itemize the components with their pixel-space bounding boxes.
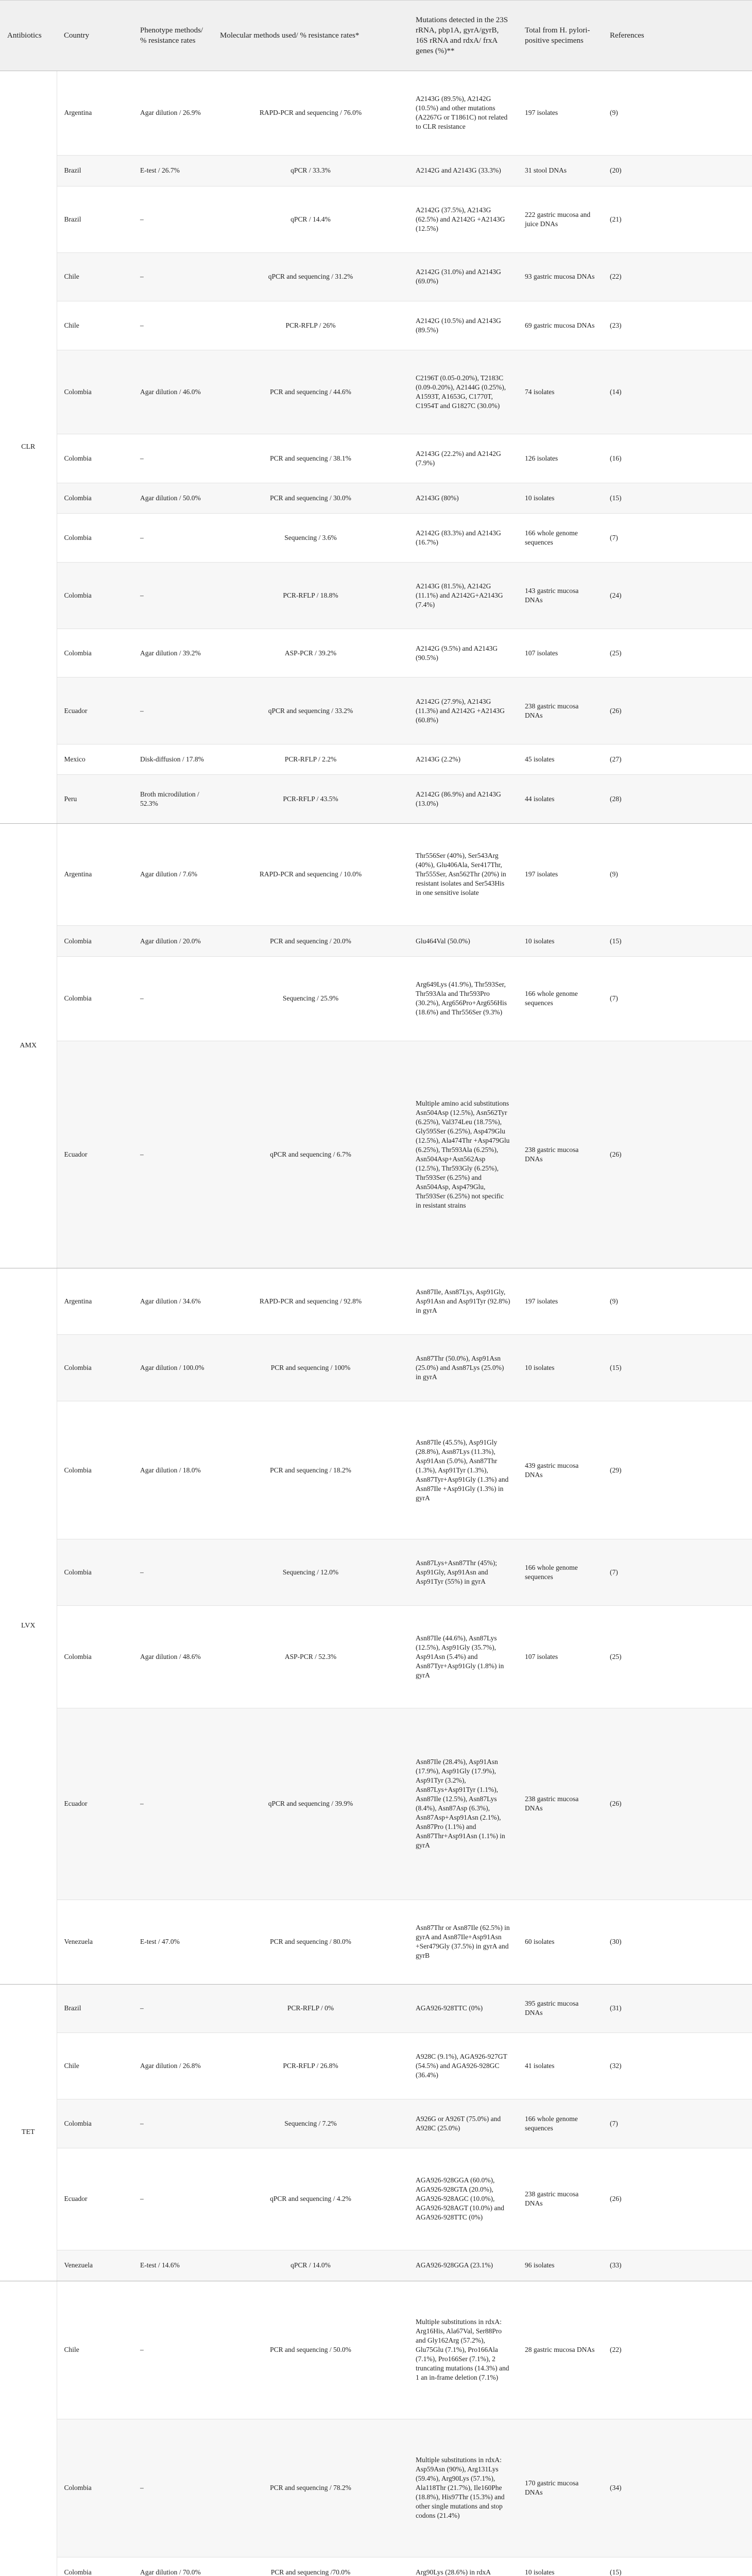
cell-phenotype: – [133, 1041, 213, 1268]
cell-mutations: Asn87Ile (28.4%), Asp91Asn (17.9%), Asp91Gly (17.9%), Asp91Tyr (3.2%), Asn87Lys+Asp91Tyr (1.1%), Asn87Ile (12.5%), Asn87Lys (8.4%), Asn87Asp (6.3%), Asn87Asp+Asp91Asn (2.1%), Asn87Pro (1.1%) and Asn87Thr+Asp91Asn (1.1%) in gyrA [408, 1708, 518, 1900]
cell-reference: (33) [603, 2250, 752, 2281]
cell-phenotype: – [133, 677, 213, 744]
table-row [0, 155, 752, 186]
cell-mutations: A2143G (89.5%), A2142G (10.5%) and other mutations (A2267G or T1861C) not related to CLR resistance [408, 71, 518, 156]
cell-country: Colombia [57, 926, 133, 957]
cell-phenotype: Agar dilution / 34.6% [133, 1268, 213, 1335]
cell-mutations: A2142G (27.9%), A2143G (11.3%) and A2142G +A2143G (60.8%) [408, 677, 518, 744]
cell-mutations: AGA926-928GGA (60.0%), AGA926-928GTA (20.0%), AGA926-928AGC (10.0%), AGA926-928AGT (10.0%) and AGA926-928TTC (0%) [408, 2148, 518, 2250]
cell-antibiotic: CLR [0, 71, 57, 824]
cell-total: 45 isolates [518, 744, 603, 775]
cell-molecular: Sequencing / 25.9% [213, 956, 408, 1041]
cell-reference: (32) [603, 2033, 752, 2099]
cell-reference: (22) [603, 2281, 752, 2419]
cell-country: Colombia [57, 2557, 133, 2576]
table-row [0, 744, 752, 775]
cell-phenotype: Agar dilution / 48.6% [133, 1606, 213, 1708]
cell-reference: (26) [603, 1708, 752, 1900]
cell-phenotype: – [133, 956, 213, 1041]
table-row [0, 1041, 752, 1268]
cell-reference: (7) [603, 2099, 752, 2148]
cell-phenotype: – [133, 2419, 213, 2557]
cell-country: Ecuador [57, 1708, 133, 1900]
cell-reference: (7) [603, 1539, 752, 1606]
cell-reference: (9) [603, 823, 752, 926]
cell-reference: (22) [603, 252, 752, 301]
cell-country: Colombia [57, 1539, 133, 1606]
cell-country: Colombia [57, 483, 133, 514]
cell-molecular: PCR and sequencing / 20.0% [213, 926, 408, 957]
cell-reference: (15) [603, 2557, 752, 2576]
cell-reference: (9) [603, 71, 752, 156]
cell-reference: (24) [603, 562, 752, 629]
cell-mutations: C2196T (0.05-0.20%), T2183C (0.09-0.20%), A2144G (0.25%), A1593T, A1653G, C1770T, C1954T and G1827C (30.0%) [408, 350, 518, 434]
cell-phenotype: Agar dilution / 100.0% [133, 1335, 213, 1401]
table-row [0, 677, 752, 744]
cell-molecular: qPCR and sequencing / 39.9% [213, 1708, 408, 1900]
cell-molecular: qPCR / 33.3% [213, 155, 408, 186]
cell-mutations: AGA926-928GGA (23.1%) [408, 2250, 518, 2281]
cell-antibiotic: AMX [0, 823, 57, 1268]
cell-mutations: Asn87Ile (44.6%), Asn87Lys (12.5%), Asp91Gly (35.7%), Asp91Asn (5.4%) and Asn87Tyr+Asp91Gly (1.8%) in gyrA [408, 1606, 518, 1708]
cell-total: 96 isolates [518, 2250, 603, 2281]
cell-phenotype: – [133, 2099, 213, 2148]
cell-mutations: A2142G and A2143G (33.3%) [408, 155, 518, 186]
cell-phenotype: – [133, 562, 213, 629]
header-total: Total from H. pylori-positive specimens [518, 1, 603, 71]
table-row [0, 1539, 752, 1606]
cell-mutations: AGA926-928TTC (0%) [408, 1984, 518, 2032]
cell-total: 170 gastric mucosa DNAs [518, 2419, 603, 2557]
cell-molecular: RAPD-PCR and sequencing / 92.8% [213, 1268, 408, 1335]
cell-reference: (27) [603, 744, 752, 775]
cell-total: 166 whole genome sequences [518, 1539, 603, 1606]
cell-total: 238 gastric mucosa DNAs [518, 677, 603, 744]
table-row [0, 956, 752, 1041]
cell-country: Brazil [57, 186, 133, 252]
table-row [0, 2419, 752, 2557]
cell-molecular: PCR and sequencing / 38.1% [213, 434, 408, 483]
table-row [0, 514, 752, 562]
cell-reference: (20) [603, 155, 752, 186]
cell-phenotype: Agar dilution / 18.0% [133, 1401, 213, 1539]
cell-total: 238 gastric mucosa DNAs [518, 2148, 603, 2250]
cell-reference: (16) [603, 434, 752, 483]
cell-total: 69 gastric mucosa DNAs [518, 301, 603, 350]
cell-mutations: Asn87Ile (45.5%), Asp91Gly (28.8%), Asn87Lys (11.3%), Asp91Asn (5.0%), Asn87Thr (1.3%), Asp91Tyr (1.3%), Asn87Tyr+Asp91Gly (1.3%) and Asn87Ile +Asp91Gly (1.3%) in gyrA [408, 1401, 518, 1539]
cell-antibiotic: LVX [0, 1268, 57, 1985]
cell-mutations: A2142G (10.5%) and A2143G (89.5%) [408, 301, 518, 350]
cell-phenotype: – [133, 1539, 213, 1606]
cell-molecular: Sequencing / 3.6% [213, 514, 408, 562]
cell-reference: (15) [603, 483, 752, 514]
cell-total: 197 isolates [518, 1268, 603, 1335]
header-mutations: Mutations detected in the 23S rRNA, pbp1A, gyrA/gyrB, 16S rRNA and rdxA/ frxA genes (%)** [408, 1, 518, 71]
cell-molecular: ASP-PCR / 52.3% [213, 1606, 408, 1708]
table-row [0, 350, 752, 434]
cell-phenotype: – [133, 1708, 213, 1900]
header-antibiotics: Antibiotics [0, 1, 57, 71]
cell-phenotype: Broth microdilution / 52.3% [133, 775, 213, 823]
cell-molecular: Sequencing / 7.2% [213, 2099, 408, 2148]
cell-country: Mexico [57, 744, 133, 775]
cell-phenotype: Disk-diffusion / 17.8% [133, 744, 213, 775]
cell-molecular: PCR-RFLP / 0% [213, 1984, 408, 2032]
cell-total: 166 whole genome sequences [518, 514, 603, 562]
table-header [0, 1, 752, 71]
cell-country: Ecuador [57, 677, 133, 744]
cell-molecular: qPCR and sequencing / 4.2% [213, 2148, 408, 2250]
cell-phenotype: Agar dilution / 26.9% [133, 71, 213, 156]
cell-total: 10 isolates [518, 1335, 603, 1401]
table-row [0, 2033, 752, 2099]
cell-reference: (9) [603, 1268, 752, 1335]
cell-country: Colombia [57, 1606, 133, 1708]
cell-country: Brazil [57, 1984, 133, 2032]
table-row [0, 562, 752, 629]
cell-total: 10 isolates [518, 483, 603, 514]
cell-country: Colombia [57, 350, 133, 434]
cell-total: 238 gastric mucosa DNAs [518, 1041, 603, 1268]
cell-phenotype: Agar dilution / 26.8% [133, 2033, 213, 2099]
cell-molecular: qPCR / 14.4% [213, 186, 408, 252]
table-row [0, 823, 752, 926]
cell-phenotype: – [133, 434, 213, 483]
table-body [0, 71, 752, 2576]
table-row [0, 252, 752, 301]
cell-mutations: Multiple substitutions in rdxA: Asp59Asn (90%), Arg131Lys (59.4%), Arg90Lys (57.1%), Ala118Thr (21.7%), Ile160Phe (18.8%), His97Thr (15.3%) and other single mutations and stop codons (21.4%) [408, 2419, 518, 2557]
header-row [0, 1, 752, 71]
cell-total: 10 isolates [518, 926, 603, 957]
cell-mutations: A2143G (80%) [408, 483, 518, 514]
cell-mutations: A926G or A926T (75.0%) and A928C (25.0%) [408, 2099, 518, 2148]
cell-mutations: A2143G (81.5%), A2142G (11.1%) and A2142G+A2143G (7.4%) [408, 562, 518, 629]
cell-country: Chile [57, 2033, 133, 2099]
cell-phenotype: – [133, 2281, 213, 2419]
table-row [0, 71, 752, 156]
header-molecular: Molecular methods used/ % resistance rates* [213, 1, 408, 71]
cell-total: 222 gastric mucosa and juice DNAs [518, 186, 603, 252]
cell-country: Colombia [57, 956, 133, 1041]
cell-total: 126 isolates [518, 434, 603, 483]
cell-molecular: PCR and sequencing / 80.0% [213, 1900, 408, 1984]
cell-reference: (7) [603, 514, 752, 562]
cell-reference: (15) [603, 1335, 752, 1401]
table-row [0, 301, 752, 350]
table-row [0, 1335, 752, 1401]
table-row [0, 1606, 752, 1708]
cell-country: Colombia [57, 629, 133, 677]
cell-molecular: PCR-RFLP / 26% [213, 301, 408, 350]
cell-total: 10 isolates [518, 2557, 603, 2576]
cell-total: 31 stool DNAs [518, 155, 603, 186]
cell-mutations: Asn87Thr (50.0%), Asp91Asn (25.0%) and Asn87Lys (25.0%) in gyrA [408, 1335, 518, 1401]
cell-total: 197 isolates [518, 823, 603, 926]
cell-total: 44 isolates [518, 775, 603, 823]
cell-total: 60 isolates [518, 1900, 603, 1984]
cell-molecular: PCR and sequencing / 50.0% [213, 2281, 408, 2419]
cell-antibiotic [0, 2281, 57, 2576]
cell-country: Argentina [57, 823, 133, 926]
cell-reference: (25) [603, 629, 752, 677]
cell-reference: (31) [603, 1984, 752, 2032]
table-row [0, 2099, 752, 2148]
cell-molecular: PCR-RFLP / 43.5% [213, 775, 408, 823]
cell-country: Chile [57, 2281, 133, 2419]
cell-total: 395 gastric mucosa DNAs [518, 1984, 603, 2032]
cell-total: 74 isolates [518, 350, 603, 434]
cell-reference: (29) [603, 1401, 752, 1539]
cell-mutations: A2142G (9.5%) and A2143G (90.5%) [408, 629, 518, 677]
cell-phenotype: – [133, 1984, 213, 2032]
cell-phenotype: – [133, 514, 213, 562]
cell-molecular: qPCR and sequencing / 31.2% [213, 252, 408, 301]
table-row [0, 483, 752, 514]
cell-total: 166 whole genome sequences [518, 956, 603, 1041]
cell-antibiotic: TET [0, 1984, 57, 2281]
cell-phenotype: – [133, 252, 213, 301]
cell-country: Chile [57, 252, 133, 301]
cell-molecular: Sequencing / 12.0% [213, 1539, 408, 1606]
cell-country: Ecuador [57, 1041, 133, 1268]
cell-total: 238 gastric mucosa DNAs [518, 1708, 603, 1900]
table-row [0, 1984, 752, 2032]
cell-phenotype: Agar dilution / 7.6% [133, 823, 213, 926]
cell-mutations: A2142G (37.5%), A2143G (62.5%) and A2142G +A2143G (12.5%) [408, 186, 518, 252]
cell-phenotype: Agar dilution / 39.2% [133, 629, 213, 677]
table-row [0, 775, 752, 823]
table-row [0, 186, 752, 252]
cell-country: Chile [57, 301, 133, 350]
cell-molecular: qPCR and sequencing / 33.2% [213, 677, 408, 744]
cell-molecular: PCR and sequencing / 100% [213, 1335, 408, 1401]
cell-molecular: PCR and sequencing /70.0% [213, 2557, 408, 2576]
cell-mutations: Asn87Lys+Asn87Thr (45%); Asp91Gly, Asp91Asn and Asp91Tyr (55%) in gyrA [408, 1539, 518, 1606]
cell-molecular: ASP-PCR / 39.2% [213, 629, 408, 677]
cell-phenotype: Agar dilution / 20.0% [133, 926, 213, 957]
cell-mutations: A2142G (83.3%) and A2143G (16.7%) [408, 514, 518, 562]
cell-phenotype: Agar dilution / 50.0% [133, 483, 213, 514]
cell-country: Peru [57, 775, 133, 823]
table-row [0, 434, 752, 483]
cell-country: Colombia [57, 562, 133, 629]
cell-mutations: A2142G (86.9%) and A2143G (13.0%) [408, 775, 518, 823]
cell-country: Brazil [57, 155, 133, 186]
cell-total: 439 gastric mucosa DNAs [518, 1401, 603, 1539]
cell-mutations: Multiple amino acid substitutions Asn504Asp (12.5%), Asn562Tyr (6.25%), Val374Leu (18.75%), Gly595Ser (6.25%), Asp479Glu (12.5%), Ala474Thr +Asp479Glu (6.25%), Thr593Ala (6.25%), Asn504Asp+Asn562Asp (12.5%), Thr593Gly (6.25%), Thr593Ser (6.25%) and Asn504Asp, Asp479Glu, Thr593Ser (6.25%) not specific in resistant strains [408, 1041, 518, 1268]
cell-total: 143 gastric mucosa DNAs [518, 562, 603, 629]
table-row [0, 1708, 752, 1900]
cell-molecular: PCR-RFLP / 26.8% [213, 2033, 408, 2099]
cell-country: Colombia [57, 1335, 133, 1401]
cell-country: Colombia [57, 1401, 133, 1539]
table-row [0, 1268, 752, 1335]
cell-total: 166 whole genome sequences [518, 2099, 603, 2148]
cell-molecular: PCR and sequencing / 18.2% [213, 1401, 408, 1539]
cell-country: Argentina [57, 1268, 133, 1335]
cell-molecular: RAPD-PCR and sequencing / 10.0% [213, 823, 408, 926]
cell-molecular: RAPD-PCR and sequencing / 76.0% [213, 71, 408, 156]
cell-mutations: Asn87Thr or Asn87Ile (62.5%) in gyrA and Asn87Ile+Asp91Asn +Ser479Gly (37.5%) in gyrA and gyrB [408, 1900, 518, 1984]
cell-molecular: PCR and sequencing / 78.2% [213, 2419, 408, 2557]
cell-reference: (28) [603, 775, 752, 823]
header-references: References [603, 1, 752, 71]
table-row [0, 926, 752, 957]
cell-mutations: A2143G (2.2%) [408, 744, 518, 775]
cell-country: Colombia [57, 2419, 133, 2557]
cell-mutations: Arg649Lys (41.9%), Thr593Ser, Thr593Ala and Thr593Pro (30.2%), Arg656Pro+Arg656His (18.6%) and Thr556Ser (9.3%) [408, 956, 518, 1041]
cell-mutations: A2142G (31.0%) and A2143G (69.0%) [408, 252, 518, 301]
cell-reference: (26) [603, 1041, 752, 1268]
cell-phenotype: E-test / 26.7% [133, 155, 213, 186]
cell-reference: (34) [603, 2419, 752, 2557]
cell-country: Ecuador [57, 2148, 133, 2250]
cell-country: Argentina [57, 71, 133, 156]
cell-reference: (21) [603, 186, 752, 252]
table-row [0, 2148, 752, 2250]
table-row [0, 2557, 752, 2576]
table-row [0, 1900, 752, 1984]
cell-phenotype: E-test / 14.6% [133, 2250, 213, 2281]
cell-reference: (25) [603, 1606, 752, 1708]
cell-phenotype: – [133, 186, 213, 252]
cell-total: 107 isolates [518, 1606, 603, 1708]
table-row [0, 2281, 752, 2419]
cell-reference: (26) [603, 2148, 752, 2250]
cell-mutations: Multiple substitutions in rdxA: Arg16His, Ala67Val, Ser88Pro and Gly162Arg (57.2%), Glu75Glu (7.1%), Pro166Ala (7.1%), Pro166Ser (7.1%), 2 truncating mutations (14.3%) and 1 an in-frame deletion (7.1%) [408, 2281, 518, 2419]
cell-molecular: PCR and sequencing / 44.6% [213, 350, 408, 434]
header-phenotype: Phenotype methods/ % resistance rates [133, 1, 213, 71]
cell-total: 197 isolates [518, 71, 603, 156]
cell-country: Venezuela [57, 2250, 133, 2281]
cell-total: 107 isolates [518, 629, 603, 677]
cell-mutations: Arg90Lys (28.6%) in rdxA [408, 2557, 518, 2576]
cell-reference: (26) [603, 677, 752, 744]
cell-country: Venezuela [57, 1900, 133, 1984]
cell-country: Colombia [57, 434, 133, 483]
cell-total: 41 isolates [518, 2033, 603, 2099]
cell-reference: (30) [603, 1900, 752, 1984]
cell-mutations: Glu464Val (50.0%) [408, 926, 518, 957]
header-country: Country [57, 1, 133, 71]
table-row [0, 1401, 752, 1539]
cell-mutations: A2143G (22.2%) and A2142G (7.9%) [408, 434, 518, 483]
cell-molecular: qPCR and sequencing / 6.7% [213, 1041, 408, 1268]
cell-phenotype: – [133, 301, 213, 350]
cell-molecular: qPCR / 14.0% [213, 2250, 408, 2281]
cell-phenotype: Agar dilution / 46.0% [133, 350, 213, 434]
cell-phenotype: E-test / 47.0% [133, 1900, 213, 1984]
cell-total: 28 gastric mucosa DNAs [518, 2281, 603, 2419]
cell-mutations: Asn87Ile, Asn87Lys, Asp91Gly, Asp91Asn and Asp91Tyr (92.8%) in gyrA [408, 1268, 518, 1335]
cell-phenotype: Agar dilution / 70.0% [133, 2557, 213, 2576]
cell-reference: (7) [603, 956, 752, 1041]
cell-molecular: PCR-RFLP / 2.2% [213, 744, 408, 775]
cell-reference: (14) [603, 350, 752, 434]
cell-molecular: PCR and sequencing / 30.0% [213, 483, 408, 514]
table-row [0, 2250, 752, 2281]
cell-phenotype: – [133, 2148, 213, 2250]
cell-country: Colombia [57, 514, 133, 562]
cell-country: Colombia [57, 2099, 133, 2148]
cell-reference: (23) [603, 301, 752, 350]
cell-reference: (15) [603, 926, 752, 957]
table-row [0, 629, 752, 677]
cell-molecular: PCR-RFLP / 18.8% [213, 562, 408, 629]
cell-mutations: A928C (9.1%), AGA926-927GT (54.5%) and AGA926-928GC (36.4%) [408, 2033, 518, 2099]
cell-total: 93 gastric mucosa DNAs [518, 252, 603, 301]
cell-mutations: Thr556Ser (40%), Ser543Arg (40%), Glu406Ala, Ser417Thr, Thr555Ser, Asn562Thr (20%) in resistant isolates and Ser543His in one sensitive isolate [408, 823, 518, 926]
